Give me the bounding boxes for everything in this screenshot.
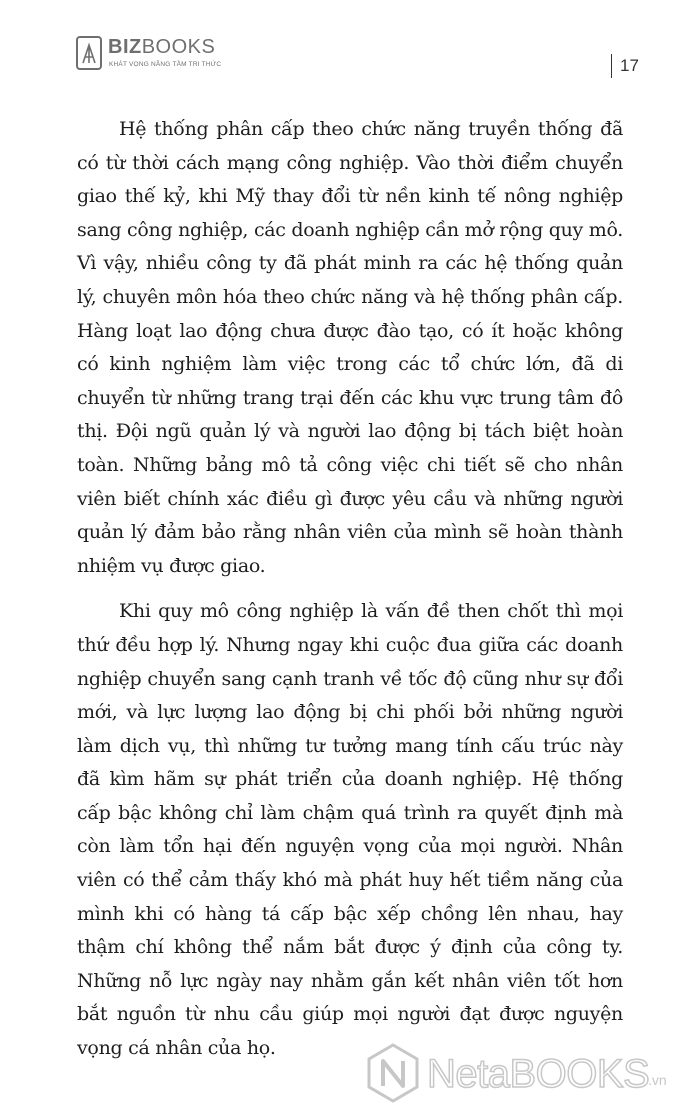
paragraph: Hệ thống phân cấp theo chức năng truyền thống đã có từ thời cách mạng công nghiệp. Vào thời điểm chuyển giao thế kỷ, khi Mỹ thay đổi từ nền kinh tế nông nghiệp sang công nghiệp, các doanh nghiệp cần mở rộng quy mô. Vì vậy, nhiều công ty đã phát minh ra các hệ thống quản lý, chuyên môn hóa theo chức năng và hệ thống phân cấp. Hàng loạt lao động chưa được đào tạo, có ít hoặc không có kinh nghiệm làm việc trong các tổ chức lớn, đã di chuyển từ những trang trại đến các khu vực trung tâm đô thị. Đội ngũ quản lý và người lao động bị tách biệt hoàn toàn. Những bảng mô tả công việc chi tiết sẽ cho nhân viên biết chính xác điều gì được yêu cầu và những người quản lý đảm bảo rằng nhân viên của mình sẽ hoàn thành nhiệm vụ được giao. (77, 118, 623, 577)
logo-wordmark-light: BOOKS (141, 36, 216, 58)
watermark-text: NetaBOOKS (427, 1052, 650, 1096)
logo-tagline: KHÁT VỌNG NÂNG TẦM TRI THỨC (109, 61, 222, 68)
page-header (0, 0, 700, 100)
neta-n-icon (365, 1042, 421, 1104)
paragraph: Khi quy mô công nghiệp là vấn đề then chốt thì mọi thứ đều hợp lý. Nhưng ngay khi cuộc đua giữa các doanh nghiệp chuyển sang cạnh tranh về tốc độ cũng như sự đổi mới, và lực lượng lao động bị chi phối bởi những người làm dịch vụ, thì những tư tưởng mang tính cấu trúc này đã kìm hãm sự phát triển của doanh nghiệp. Hệ thống cấp bậc không chỉ làm chậm quá trình ra quyết định mà còn làm tổn hại đến nguyện vọng của mọi người. Nhân viên có thể cảm thấy khó mà phát huy hết tiềm năng của mình khi có hàng tá cấp bậc xếp chồng lên nhau, hay thậm chí không thể nắm bắt được ý định của công ty. Những nỗ lực ngày nay nhằm gắn kết nhân viên tốt hơn bắt nguồn từ nhu cầu giúp mọi người đạt được nguyện vọng cá nhân của họ. (77, 600, 623, 1060)
netabooks-watermark (365, 1040, 685, 1110)
body-text (77, 113, 623, 1066)
bizbooks-mark-icon (76, 36, 102, 70)
watermark-suffix: .vn (648, 1072, 667, 1088)
bizbooks-logo (76, 36, 222, 76)
logo-wordmark (108, 36, 215, 59)
logo-wordmark-bold: BIZ (108, 36, 142, 58)
page-number: 17 (611, 54, 639, 78)
